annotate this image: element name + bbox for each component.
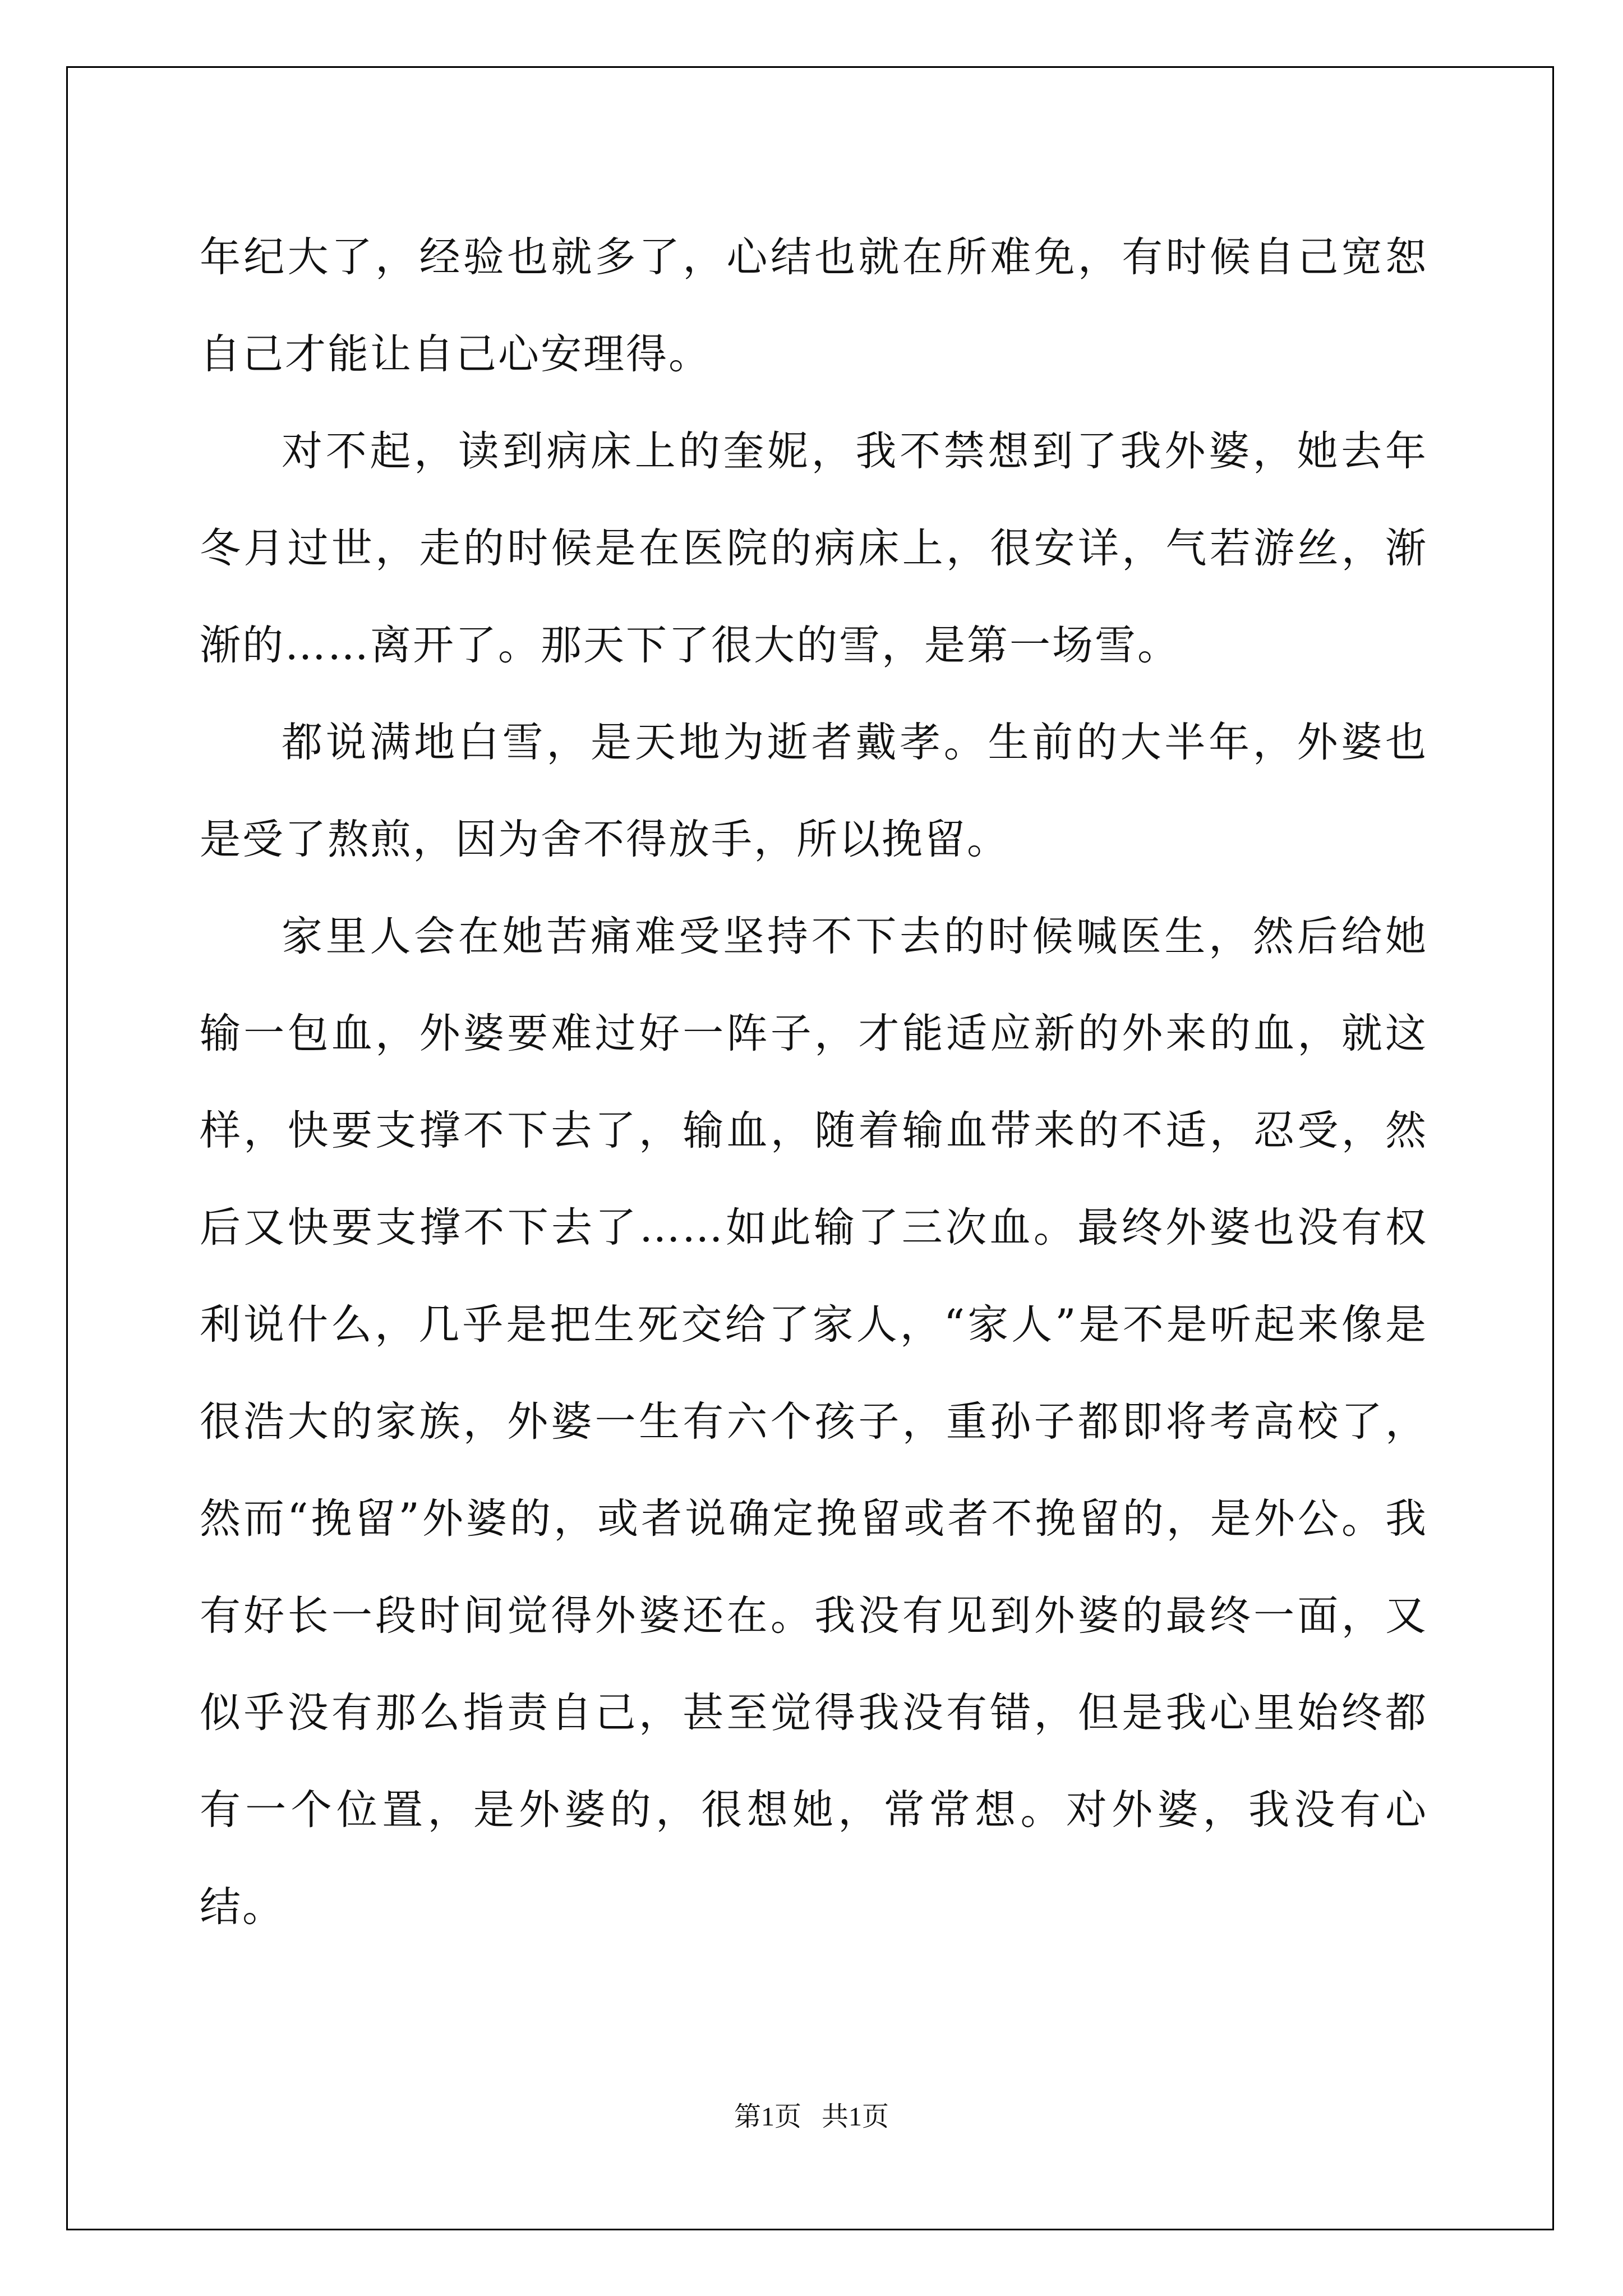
document-body bbox=[200, 209, 1428, 1955]
paragraph: 都说满地白雪，是天地为逝者戴孝。生前的大半年，外婆也是受了熬煎，因为舍不得放手，所以挽留。 bbox=[200, 719, 1428, 863]
paragraph: 年纪大了，经验也就多了，心结也就在所难免，有时候自己宽恕自己才能让自己心安理得。 bbox=[200, 233, 1428, 378]
paragraph: 家里人会在她苦痛难受坚持不下去的时候喊医生，然后给她输一包血，外婆要难过好一阵子，才能适应新的外来的血，就这样，快要支撑不下去了，输血，随着输血带来的不适，忍受，然后又快要支撑不下去了……如此输了三次血。最终外婆也没有权利说什么，几乎是把生死交给了家人，“家人”是不是听起来像是很浩大的家族，外婆一生有六个孩子，重孙子都即将考高校了，然而“挽留”外婆的，或者说确定挽留或者不挽留的，是外公。我有好长一段时间觉得外婆还在。我没有见到外婆的最终一面，又似乎没有那么指责自己，甚至觉得我没有错，但是我心里始终都有一个位置，是外婆的，很想她，常常想。对外婆，我没有心结。 bbox=[200, 913, 1428, 1931]
page-footer: 第1页 共1页 bbox=[734, 2102, 889, 2132]
paragraph: 对不起，读到病床上的奎妮，我不禁想到了我外婆，她去年冬月过世，走的时候是在医院的病床上，很安详，气若游丝，渐渐的……离开了。那天下了很大的雪，是第一场雪。 bbox=[200, 427, 1428, 669]
